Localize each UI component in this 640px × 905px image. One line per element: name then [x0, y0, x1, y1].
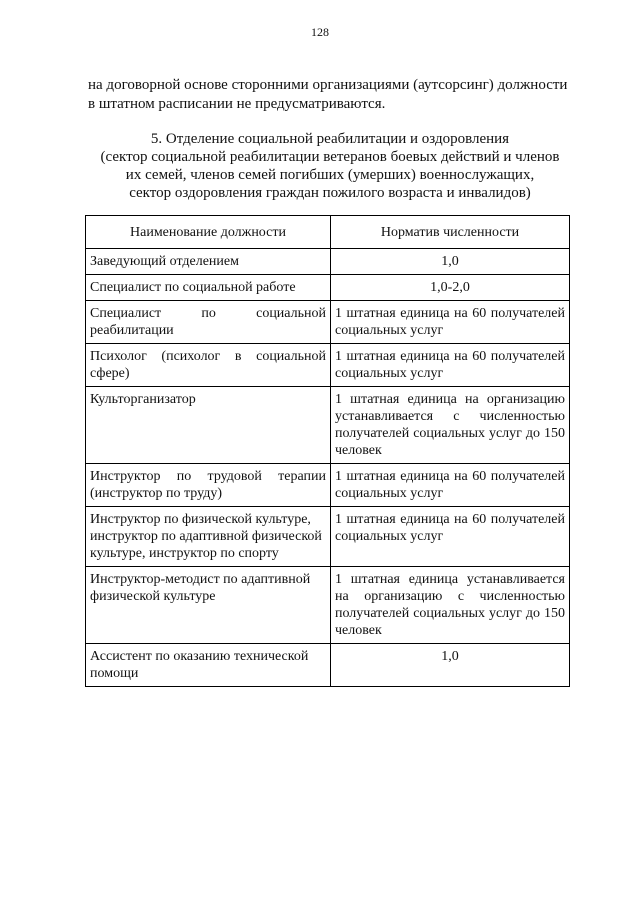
norm-cell: 1 штатная единица устанавливается на организацию с численностью получателей социальных услуг до 150 человек	[331, 567, 570, 644]
position-cell: Инструктор-методист по адаптивной физической культуре	[86, 567, 331, 644]
table-header-row	[86, 216, 570, 249]
page-number: 128	[311, 25, 329, 39]
position-cell: Культорганизатор	[86, 387, 331, 464]
norm-cell: 1,0	[331, 644, 570, 687]
section-subtitle-line: их семей, членов семей погибших (умерших) военнослужащих,	[125, 167, 535, 183]
table-row	[86, 387, 570, 464]
table-row	[86, 344, 570, 387]
position-cell: Заведующий отделением	[86, 249, 331, 275]
section-title: 5. Отделение социальной реабилитации и оздоровления	[150, 131, 510, 147]
column-header-position: Наименование должности	[86, 216, 331, 249]
norm-cell: 1,0	[331, 249, 570, 275]
norm-cell: 1 штатная единица на 60 получателей социальных услуг	[331, 464, 570, 507]
position-cell: Инструктор по трудовой терапии (инструктор по труду)	[86, 464, 331, 507]
position-cell: Ассистент по оказанию технической помощи	[86, 644, 331, 687]
staffing-norms-table	[85, 215, 570, 687]
norm-cell: 1 штатная единица на 60 получателей социальных услуг	[331, 301, 570, 344]
table-row	[86, 249, 570, 275]
table-row	[86, 301, 570, 344]
section-subtitle-line: сектор оздоровления граждан пожилого возраста и инвалидов)	[129, 185, 531, 201]
position-cell: Инструктор по физической культуре, инструктор по адаптивной физической культуре, инструктор по спорту	[86, 507, 331, 567]
norm-cell: 1 штатная единица на 60 получателей социальных услуг	[331, 507, 570, 567]
norm-cell: 1,0-2,0	[331, 275, 570, 301]
norm-cell: 1 штатная единица на организацию устанавливается с численностью получателей социальных услуг до 150 человек	[331, 387, 570, 464]
norm-cell: 1 штатная единица на 60 получателей социальных услуг	[331, 344, 570, 387]
position-cell: Психолог (психолог в социальной сфере)	[86, 344, 331, 387]
intro-paragraph: на договорной основе сторонними организациями (аутсорсинг) должности в штатном расписании не предусматриваются.	[88, 77, 568, 112]
table-row	[86, 644, 570, 687]
section-heading	[80, 130, 580, 202]
table-row	[86, 464, 570, 507]
column-header-norm: Норматив численности	[331, 216, 570, 249]
section-subtitle-line: (сектор социальной реабилитации ветеранов боевых действий и членов	[100, 149, 560, 165]
table-row	[86, 567, 570, 644]
position-cell: Специалист по социальной реабилитации	[86, 301, 331, 344]
position-cell: Специалист по социальной работе	[86, 275, 331, 301]
table-row	[86, 275, 570, 301]
table-row	[86, 507, 570, 567]
